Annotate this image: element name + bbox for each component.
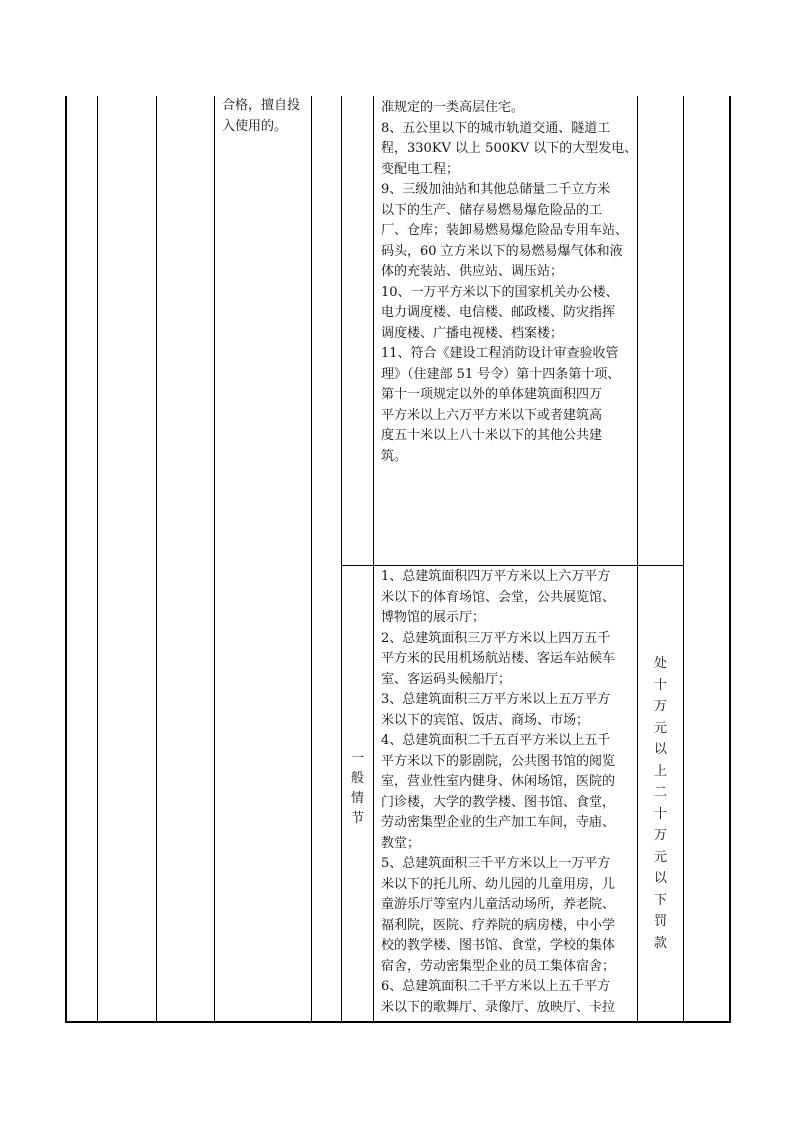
text-line: 米以下的宾馆、饭店、商场、市场； bbox=[381, 712, 590, 728]
text-line: 8、五公里以下的城市轨道交通、隧道工 bbox=[381, 120, 611, 136]
text-line: 变配电工程； bbox=[381, 161, 460, 177]
text-line: 电力调度楼、电信楼、邮政楼、防灾指挥 bbox=[381, 305, 616, 320]
text-line: 室、客运码头候船厅； bbox=[381, 671, 512, 687]
row-divider bbox=[341, 565, 683, 566]
text-line: 校的教学楼、图书馆、食堂，学校的集体 bbox=[381, 938, 616, 953]
vertical-char: 十 bbox=[653, 806, 667, 822]
text-line: 博物馆的展示厅； bbox=[381, 610, 486, 625]
column-border bbox=[156, 96, 157, 1022]
text-line: 2、总建筑面积三万平方米以上四万五千 bbox=[381, 630, 611, 646]
text-line: 程，330KV 以上 500KV 以下的大型发电、 bbox=[381, 141, 638, 156]
text-line: 5、总建筑面积三千平方米以上一万平方 bbox=[381, 856, 611, 871]
vertical-char: 以 bbox=[653, 871, 667, 886]
vertical-char: 罚 bbox=[653, 914, 667, 929]
text-line: 3、总建筑面积三万平方米以上五万平方 bbox=[381, 692, 611, 707]
penalty-label bbox=[638, 653, 683, 954]
vertical-char: 元 bbox=[653, 849, 667, 865]
violation-description-cell bbox=[222, 96, 300, 137]
text-line: 度五十米以上八十米以下的其他公共建 bbox=[381, 428, 603, 443]
text-line: 9、三级加油站和其他总储量二千立方米 bbox=[381, 182, 611, 197]
text-line: 入使用的。 bbox=[222, 118, 288, 134]
column-border bbox=[341, 96, 342, 1022]
text-line: 6、总建筑面积二千平方米以上五千平方 bbox=[381, 979, 611, 994]
vertical-char: 元 bbox=[653, 720, 667, 736]
vertical-char: 二 bbox=[653, 785, 667, 800]
column-border bbox=[311, 96, 312, 1022]
text-line: 1、总建筑面积四万平方米以上六万平方 bbox=[381, 569, 611, 584]
text-line: 筑。 bbox=[381, 448, 408, 464]
vertical-char: 处 bbox=[653, 656, 667, 671]
circumstance-label bbox=[342, 749, 373, 829]
text-line: 米以下的体育场馆、会堂，公共展览馆、 bbox=[381, 589, 616, 605]
text-line: 4、总建筑面积二千五百平方米以上五千 bbox=[381, 733, 611, 748]
text-line: 厂、仓库；装卸易燃易爆危险品专用车站、 bbox=[381, 223, 629, 238]
text-line: 宿舍，劳动密集型企业的员工集体宿舍； bbox=[381, 958, 616, 974]
vertical-char: 上 bbox=[653, 763, 667, 779]
text-line: 平方米以下的影剧院，公共图书馆的阅览 bbox=[381, 753, 616, 769]
text-line: 调度楼、广播电视楼、档案楼； bbox=[381, 325, 564, 341]
vertical-char: 一 bbox=[350, 751, 364, 766]
text-line: 准规定的一类高层住宅。 bbox=[381, 100, 525, 115]
vertical-char: 般 bbox=[350, 771, 364, 786]
text-line: 以下的生产、储存易燃易爆危险品的工 bbox=[381, 202, 603, 218]
column-border bbox=[65, 96, 67, 1023]
column-border bbox=[214, 96, 215, 1022]
text-line: 10、一万平方米以下的国家机关办公楼、 bbox=[381, 284, 619, 300]
text-line: 劳动密集型企业的生产加工车间，寺庙、 bbox=[381, 815, 616, 830]
text-line: 体的充装站、供应站、调压站； bbox=[381, 264, 564, 279]
vertical-char: 节 bbox=[350, 811, 364, 826]
text-line: 室，营业性室内健身、休闲场馆，医院的 bbox=[381, 774, 616, 789]
text-line: 童游乐厅等室内儿童活动场所，养老院、 bbox=[381, 897, 616, 912]
vertical-char: 款 bbox=[653, 935, 667, 951]
text-line: 合格，擅自投 bbox=[222, 98, 301, 113]
text-line: 平方米以上六万平方米以下或者建筑高 bbox=[381, 407, 603, 423]
column-border bbox=[729, 96, 731, 1023]
text-line: 平方米的民用机场航站楼、客运车站候车 bbox=[381, 651, 616, 666]
text-line: 门诊楼，大学的教学楼、图书馆、食堂， bbox=[381, 794, 616, 810]
column-border bbox=[683, 96, 684, 1022]
column-border bbox=[373, 96, 374, 1022]
upper-content-cell bbox=[381, 98, 637, 467]
vertical-char: 下 bbox=[653, 892, 667, 908]
vertical-char: 以 bbox=[653, 742, 667, 757]
text-line: 码头，60 立方米以下的易燃易爆气体和液 bbox=[381, 243, 623, 259]
table-bottom-border bbox=[65, 1021, 730, 1023]
vertical-char: 万 bbox=[653, 699, 667, 714]
text-line: 理》（住建部 51 号令）第十四条第十项、 bbox=[381, 366, 621, 382]
text-line: 第十一项规定以外的单体建筑面积四万 bbox=[381, 387, 603, 402]
text-line: 米以下的托儿所、幼儿园的儿童用房，儿 bbox=[381, 876, 616, 892]
text-line: 福利院，医院、疗养院的病房楼，中小学 bbox=[381, 917, 616, 933]
text-line: 11、符合《建设工程消防设计审查验收管 bbox=[381, 346, 619, 361]
text-line: 教堂； bbox=[381, 835, 421, 851]
column-border bbox=[97, 96, 98, 1022]
lower-content-cell bbox=[381, 567, 615, 1018]
text-line: 米以下的歌舞厅、录像厅、放映厅、卡拉 bbox=[381, 999, 616, 1015]
vertical-char: 万 bbox=[653, 828, 667, 843]
vertical-char: 十 bbox=[653, 677, 667, 693]
vertical-char: 情 bbox=[350, 791, 364, 806]
